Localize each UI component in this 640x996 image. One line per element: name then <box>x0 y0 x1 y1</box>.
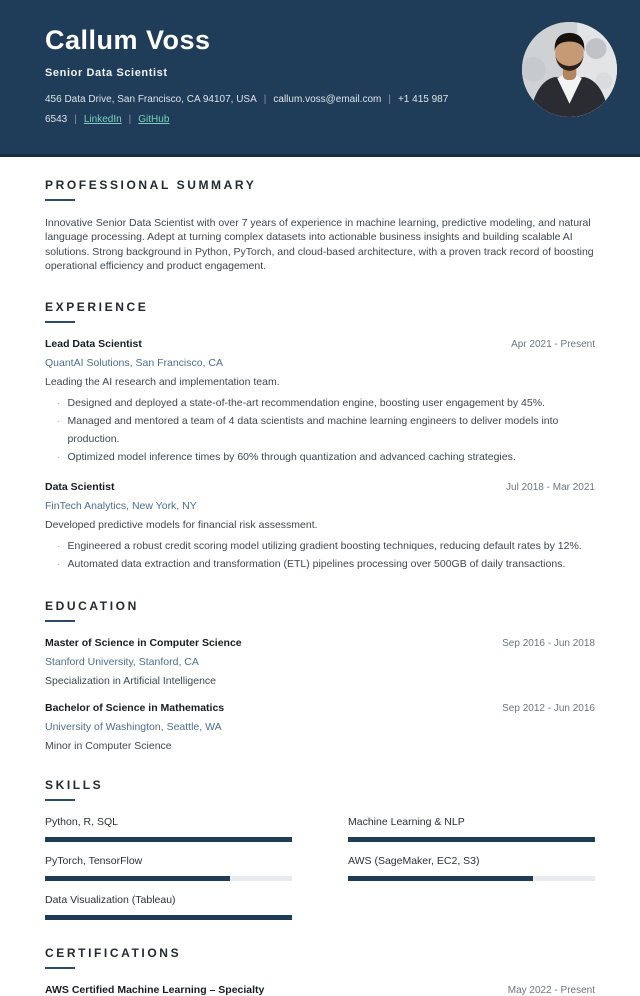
linkedin-link[interactable]: LinkedIn <box>83 113 122 125</box>
bullet-marker: · <box>57 539 61 552</box>
bullet-item <box>45 537 595 555</box>
skill-bar <box>45 915 292 920</box>
section-summary <box>45 178 595 274</box>
bullet-item <box>45 412 595 448</box>
skill-item <box>348 816 595 842</box>
bullet-text: Managed and mentored a team of 4 data scientists and machine learning engineers to deliver models into production. <box>67 414 559 445</box>
certification-title: AWS Certified Machine Learning – Specialty <box>45 983 265 996</box>
skill-bar-fill <box>348 876 533 881</box>
avatar <box>522 22 617 117</box>
degree-dates: Sep 2016 - Jun 2018 <box>502 637 595 649</box>
skill-bar-fill <box>348 837 595 842</box>
education-entry <box>45 637 595 687</box>
skill-bar <box>348 876 595 881</box>
skill-bar-fill <box>45 837 292 842</box>
heading-rule <box>45 620 75 622</box>
job-title: Data Scientist <box>45 480 115 493</box>
degree-school: University of Washington, Seattle, WA <box>45 720 222 733</box>
skill-item <box>45 894 292 920</box>
job-dates: Apr 2021 - Present <box>511 338 595 350</box>
job-company: FinTech Analytics, New York, NY <box>45 499 197 512</box>
job-description: Leading the AI research and implementation team. <box>45 375 280 388</box>
skill-label: PyTorch, TensorFlow <box>45 854 143 867</box>
job-title: Lead Data Scientist <box>45 337 142 350</box>
summary-heading: PROFESSIONAL SUMMARY <box>45 177 257 192</box>
heading-rule <box>45 799 75 801</box>
certifications-heading: CERTIFICATIONS <box>45 945 182 960</box>
contact-address: 456 Data Drive, San Francisco, CA 94107, USA <box>45 93 257 105</box>
education-entry <box>45 702 595 752</box>
bullet-item <box>45 448 595 466</box>
skill-label: Data Visualization (Tableau) <box>45 893 176 906</box>
job-bullets <box>45 537 595 573</box>
contact-email: callum.voss@email.com <box>273 93 382 105</box>
contact-separator: | <box>128 113 132 125</box>
contact-separator: | <box>263 93 267 105</box>
skill-bar-fill <box>45 876 230 881</box>
degree-school: Stanford University, Stanford, CA <box>45 655 199 668</box>
summary-text: Innovative Senior Data Scientist with over 7 years of experience in machine learning, predictive modeling, and natural language processing. Adept at turning complex datasets into actionable business insights and building scalable AI solutions. Strong background in Python, PyTorch, and cloud-based architecture, with a proven track record of boosting operational efficiency and product engagement. <box>45 216 594 273</box>
bullet-text: Automated data extraction and transformation (ETL) pipelines processing over 500GB of daily transactions. <box>67 557 566 570</box>
skill-label: Python, R, SQL <box>45 815 118 828</box>
job-company: QuantAI Solutions, San Francisco, CA <box>45 356 224 369</box>
section-education <box>45 599 595 752</box>
job-dates: Jul 2018 - Mar 2021 <box>506 481 595 493</box>
bullet-marker: · <box>57 396 61 409</box>
heading-rule <box>45 321 75 323</box>
contact-separator: | <box>388 93 391 105</box>
contact-phone: +1 415 987 6543 <box>45 93 449 125</box>
skill-item <box>45 855 292 881</box>
contact-info <box>45 90 517 130</box>
section-experience <box>45 300 595 573</box>
education-heading: EDUCATION <box>45 598 139 613</box>
degree-title: Master of Science in Computer Science <box>45 636 242 649</box>
degree-detail: Minor in Computer Science <box>45 739 172 752</box>
bullet-marker: · <box>57 450 61 463</box>
contact-separator: | <box>74 113 77 125</box>
bullet-item <box>45 555 595 573</box>
bullet-item <box>45 394 595 412</box>
degree-title: Bachelor of Science in Mathematics <box>45 701 225 714</box>
degree-detail: Specialization in Artificial Intelligence <box>45 674 217 687</box>
degree-dates: Sep 2012 - Jun 2016 <box>502 702 595 714</box>
candidate-name: Callum Voss <box>45 25 211 55</box>
skill-bar <box>45 876 292 881</box>
headshot-photo <box>522 22 617 117</box>
skill-item <box>348 855 595 881</box>
github-link[interactable]: GitHub <box>138 113 170 125</box>
certification-entry <box>45 984 595 996</box>
candidate-title: Senior Data Scientist <box>45 66 168 79</box>
section-certifications <box>45 946 595 996</box>
skill-label: Machine Learning & NLP <box>348 815 465 828</box>
resume-header <box>0 0 640 157</box>
bullet-marker: · <box>57 557 61 570</box>
heading-rule <box>45 199 75 201</box>
skill-bar <box>45 837 292 842</box>
skill-bar-fill <box>45 915 292 920</box>
skill-item <box>45 816 292 842</box>
bullet-marker: · <box>57 414 61 427</box>
bullet-text: Optimized model inference times by 60% through quantization and advanced caching strategies. <box>67 450 516 463</box>
skills-heading: SKILLS <box>45 777 104 792</box>
job-description: Developed predictive models for financial risk assessment. <box>45 518 318 531</box>
skill-label: AWS (SageMaker, EC2, S3) <box>348 854 480 867</box>
experience-entry <box>45 338 595 466</box>
heading-rule <box>45 967 75 969</box>
job-bullets <box>45 394 595 466</box>
section-skills <box>45 778 595 920</box>
experience-entry <box>45 481 595 573</box>
skill-bar <box>348 837 595 842</box>
experience-heading: EXPERIENCE <box>45 299 149 314</box>
bullet-text: Designed and deployed a state-of-the-art recommendation engine, boosting user engagement by 45%. <box>67 396 545 409</box>
resume-body <box>0 157 640 996</box>
certification-dates: May 2022 - Present <box>507 984 595 996</box>
skills-grid <box>45 816 595 920</box>
bullet-text: Engineered a robust credit scoring model utilizing gradient boosting techniques, reducing default rates by 12%. <box>67 539 582 552</box>
